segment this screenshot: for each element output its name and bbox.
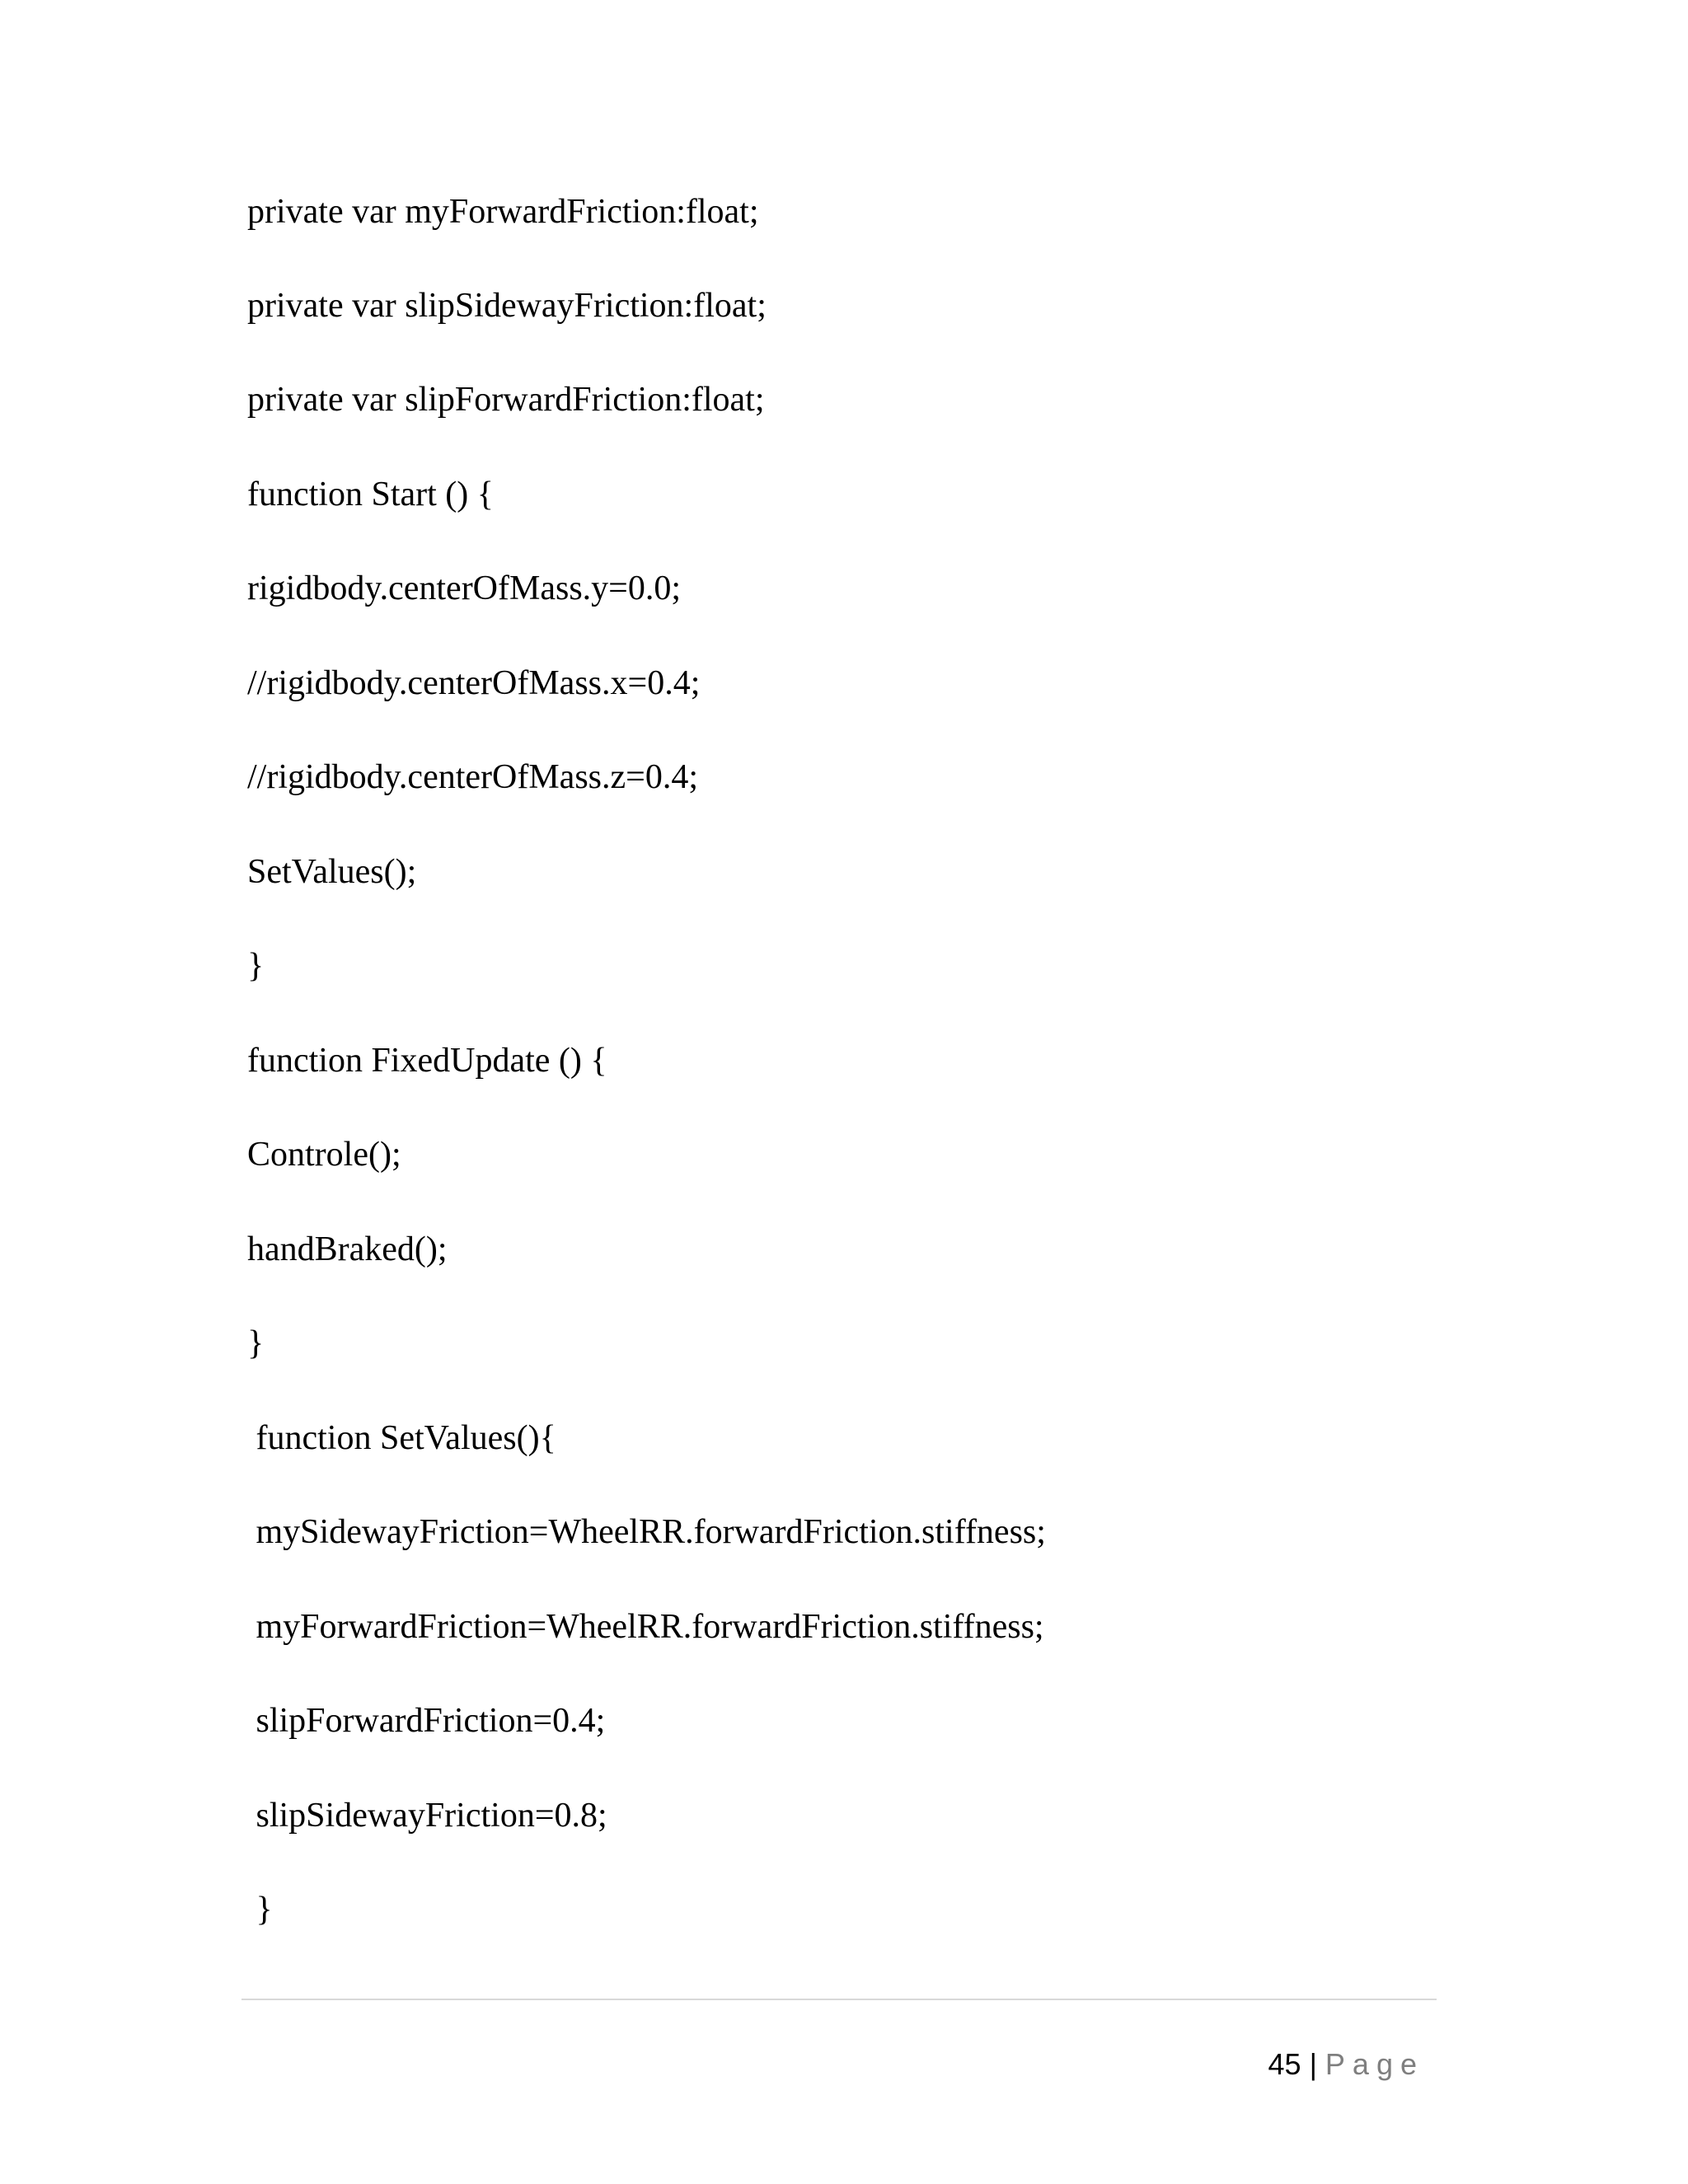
code-line: rigidbody.centerOfMass.y=0.0; <box>247 569 682 607</box>
page-label: Page <box>1325 2047 1424 2081</box>
code-line: handBraked(); <box>247 1230 448 1268</box>
code-line: myForwardFriction=WheelRR.forwardFriction.stiffness; <box>247 1608 1044 1646</box>
page-number: 45 <box>1268 2047 1301 2081</box>
code-line: function FixedUpdate () { <box>247 1042 607 1080</box>
code-line: } <box>247 1324 265 1362</box>
code-line: slipForwardFriction=0.4; <box>247 1702 606 1740</box>
code-line: function Start () { <box>247 476 494 513</box>
code-line: function SetValues(){ <box>247 1419 556 1457</box>
code-line: SetValues(); <box>247 853 417 891</box>
code-line: slipSidewayFriction=0.8; <box>247 1797 607 1835</box>
code-line: //rigidbody.centerOfMass.x=0.4; <box>247 664 701 702</box>
code-line: private var slipSidewayFriction:float; <box>247 287 767 325</box>
code-line: } <box>247 947 265 985</box>
footer-divider <box>241 1999 1437 2000</box>
code-line: } <box>247 1891 273 1929</box>
footer-separator: | <box>1301 2047 1325 2081</box>
code-line: Controle(); <box>247 1136 401 1174</box>
code-line: mySidewayFriction=WheelRR.forwardFriction.stiffness; <box>247 1513 1046 1551</box>
code-line: private var slipForwardFriction:float; <box>247 381 765 419</box>
page-footer <box>1236 2003 1425 2126</box>
code-line: //rigidbody.centerOfMass.z=0.4; <box>247 758 699 796</box>
code-line: private var myForwardFriction:float; <box>247 193 759 231</box>
